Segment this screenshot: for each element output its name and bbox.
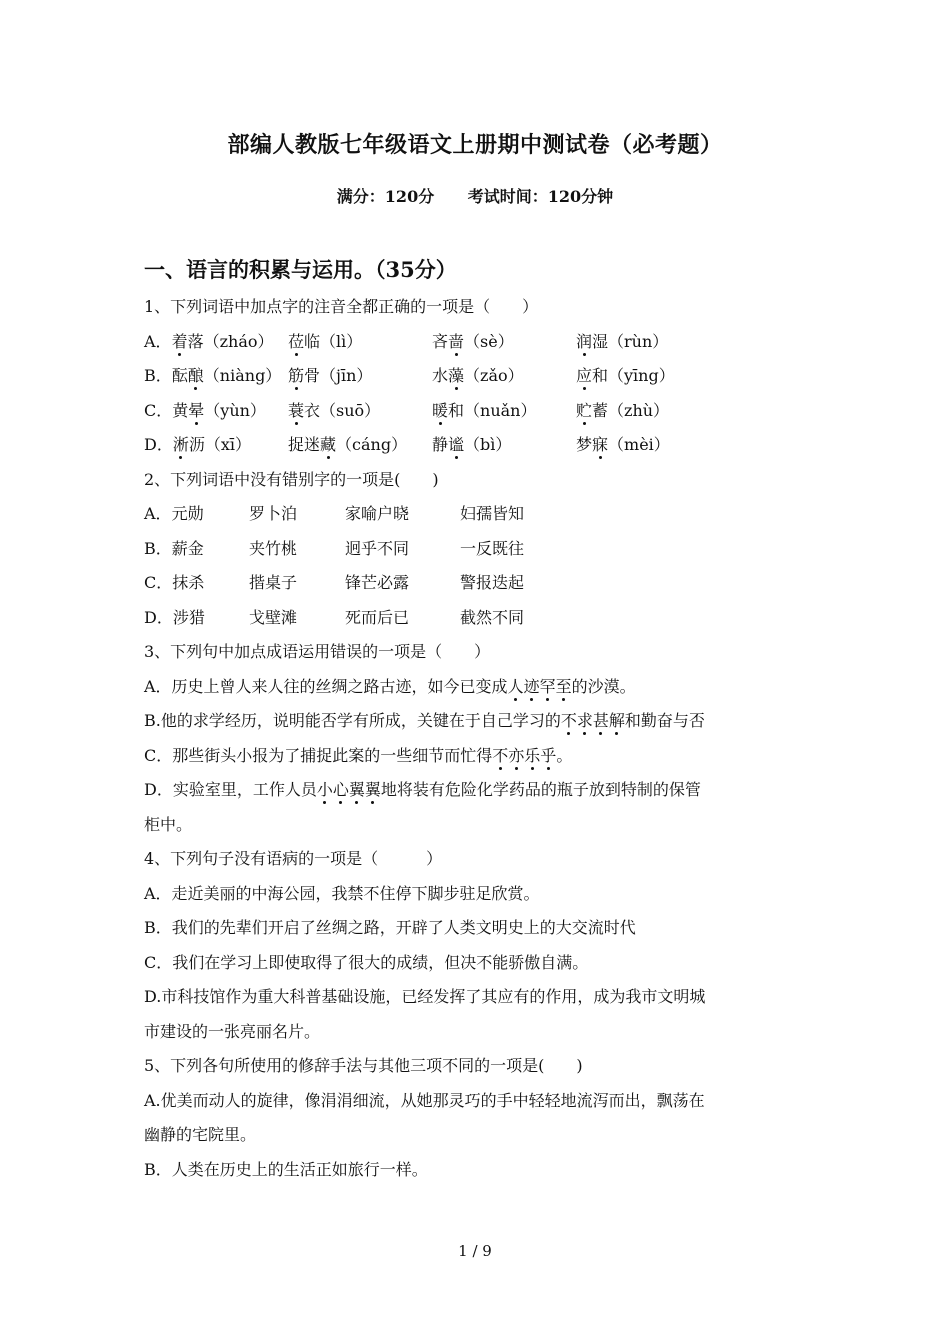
question-content [144, 290, 810, 1187]
pinyin-item: D．淅沥（xī） [144, 435, 252, 454]
pinyin-item: 润湿（rùn） [576, 331, 669, 351]
question-4-stem: 4、下列句子没有语病的一项是（ ） [144, 849, 443, 868]
score-time-info [0, 184, 950, 207]
pinyin-item: 水藻（zǎo） [432, 366, 524, 385]
question-4-option-b: B．我们的先辈们开启了丝绸之路，开辟了人类文明史上的大交流时代 [144, 918, 636, 937]
pinyin-item: 莅临（lì） [288, 331, 363, 351]
question-5-option-a: A.优美而动人的旋律，像涓涓细流，从她那灵巧的手中轻轻地流泻而出，飘荡在 [144, 1090, 705, 1110]
word-item: D．涉猎 [144, 607, 205, 627]
pinyin-item: 筋骨（jīn） [288, 366, 373, 385]
word-item: 死而后已 [345, 607, 410, 627]
word-item: 截然不同 [460, 607, 525, 627]
word-item: 锋芒必露 [345, 573, 410, 592]
pinyin-item: 贮蓄（zhù） [576, 400, 670, 420]
question-1-stem: 1、下列词语中加点字的注音全都正确的一项是（ ） [144, 297, 539, 316]
question-4-option-d-cont: 市建设的一张亮丽名片。 [144, 1021, 321, 1041]
pinyin-item: B．酝酿（niàng） [144, 366, 282, 385]
question-1-option-row [144, 394, 810, 429]
question-3-option-c: C．那些街头小报为了捕捉此案的一些细节而忙得不亦乐乎。 [144, 745, 573, 765]
question-2-option-row [144, 497, 810, 532]
pinyin-item: 应和（yīng） [576, 366, 675, 385]
question-3-option-a: A．历史上曾人来人往的丝绸之路古迹，如今已变成人迹罕至的沙漠。 [144, 676, 636, 696]
pinyin-item: A．着落（zháo） [144, 331, 274, 351]
word-item: 罗卜泊 [249, 504, 298, 523]
pinyin-item: 捉迷藏（cáng） [288, 435, 408, 454]
word-item: 戈壁滩 [249, 607, 298, 627]
word-item: C．抹杀 [144, 573, 205, 592]
word-item: 警报迭起 [460, 573, 525, 592]
question-1-option-row [144, 428, 810, 463]
word-item: 家喻户晓 [345, 504, 410, 523]
section-heading: 一、语言的积累与运用。（35分） [144, 257, 457, 282]
question-2-option-row [144, 532, 810, 567]
question-2-option-row [144, 566, 810, 601]
word-item: 揩桌子 [249, 573, 298, 592]
question-2-stem: 2、下列词语中没有错别字的一项是( ) [144, 469, 439, 489]
question-3-option-d-cont: 柜中。 [144, 814, 193, 834]
question-5-stem: 5、下列各句所使用的修辞手法与其他三项不同的一项是( ) [144, 1056, 583, 1075]
question-4-option-a: A．走近美丽的中海公园，我禁不住停下脚步驻足欣赏。 [144, 883, 540, 903]
word-item: A．元勋 [144, 504, 204, 523]
question-4-option-d: D.市科技馆作为重大科普基础设施，已经发挥了其应有的作用，成为我市文明城 [144, 987, 706, 1006]
page-number: 1 / 9 [458, 1242, 492, 1260]
pinyin-item: 蓑衣（suō） [288, 400, 381, 420]
word-item: 迥乎不同 [345, 538, 410, 558]
pinyin-item: 暖和（nuǎn） [432, 400, 537, 420]
question-4-option-c: C．我们在学习上即使取得了很大的成绩，但决不能骄傲自满。 [144, 952, 589, 972]
question-1-option-row [144, 325, 810, 360]
pinyin-item: 吝啬（sè） [432, 331, 514, 351]
question-3-option-d: D．实验室里，工作人员小心翼翼地将装有危险化学药品的瓶子放到特制的保管 [144, 780, 701, 799]
question-2-option-row [144, 601, 810, 636]
word-item: B．薪金 [144, 538, 204, 558]
question-3-stem: 3、下列句中加点成语运用错误的一项是（ ） [144, 642, 491, 661]
pinyin-item: 梦寐（mèi） [576, 435, 670, 454]
pinyin-item: C．黄晕（yùn） [144, 400, 266, 420]
question-5-option-b: B．人类在历史上的生活正如旅行一样。 [144, 1159, 428, 1179]
full-score: 满分：120分 [336, 187, 435, 206]
page-title: 部编人教版七年级语文上册期中测试卷（必考题） [227, 132, 723, 158]
word-item: 妇孺皆知 [460, 504, 525, 523]
word-item: 夹竹桃 [249, 538, 298, 558]
question-3-option-b: B.他的求学经历，说明能否学有所成，关键在于自己学习的不求甚解和勤奋与否 [144, 711, 705, 730]
exam-time: 考试时间：120分钟 [467, 187, 614, 206]
pinyin-item: 静谧（bì） [432, 435, 512, 454]
question-1-option-row [144, 359, 810, 394]
question-5-option-a-cont: 幽静的宅院里。 [144, 1125, 257, 1144]
word-item: 一反既往 [460, 538, 525, 558]
